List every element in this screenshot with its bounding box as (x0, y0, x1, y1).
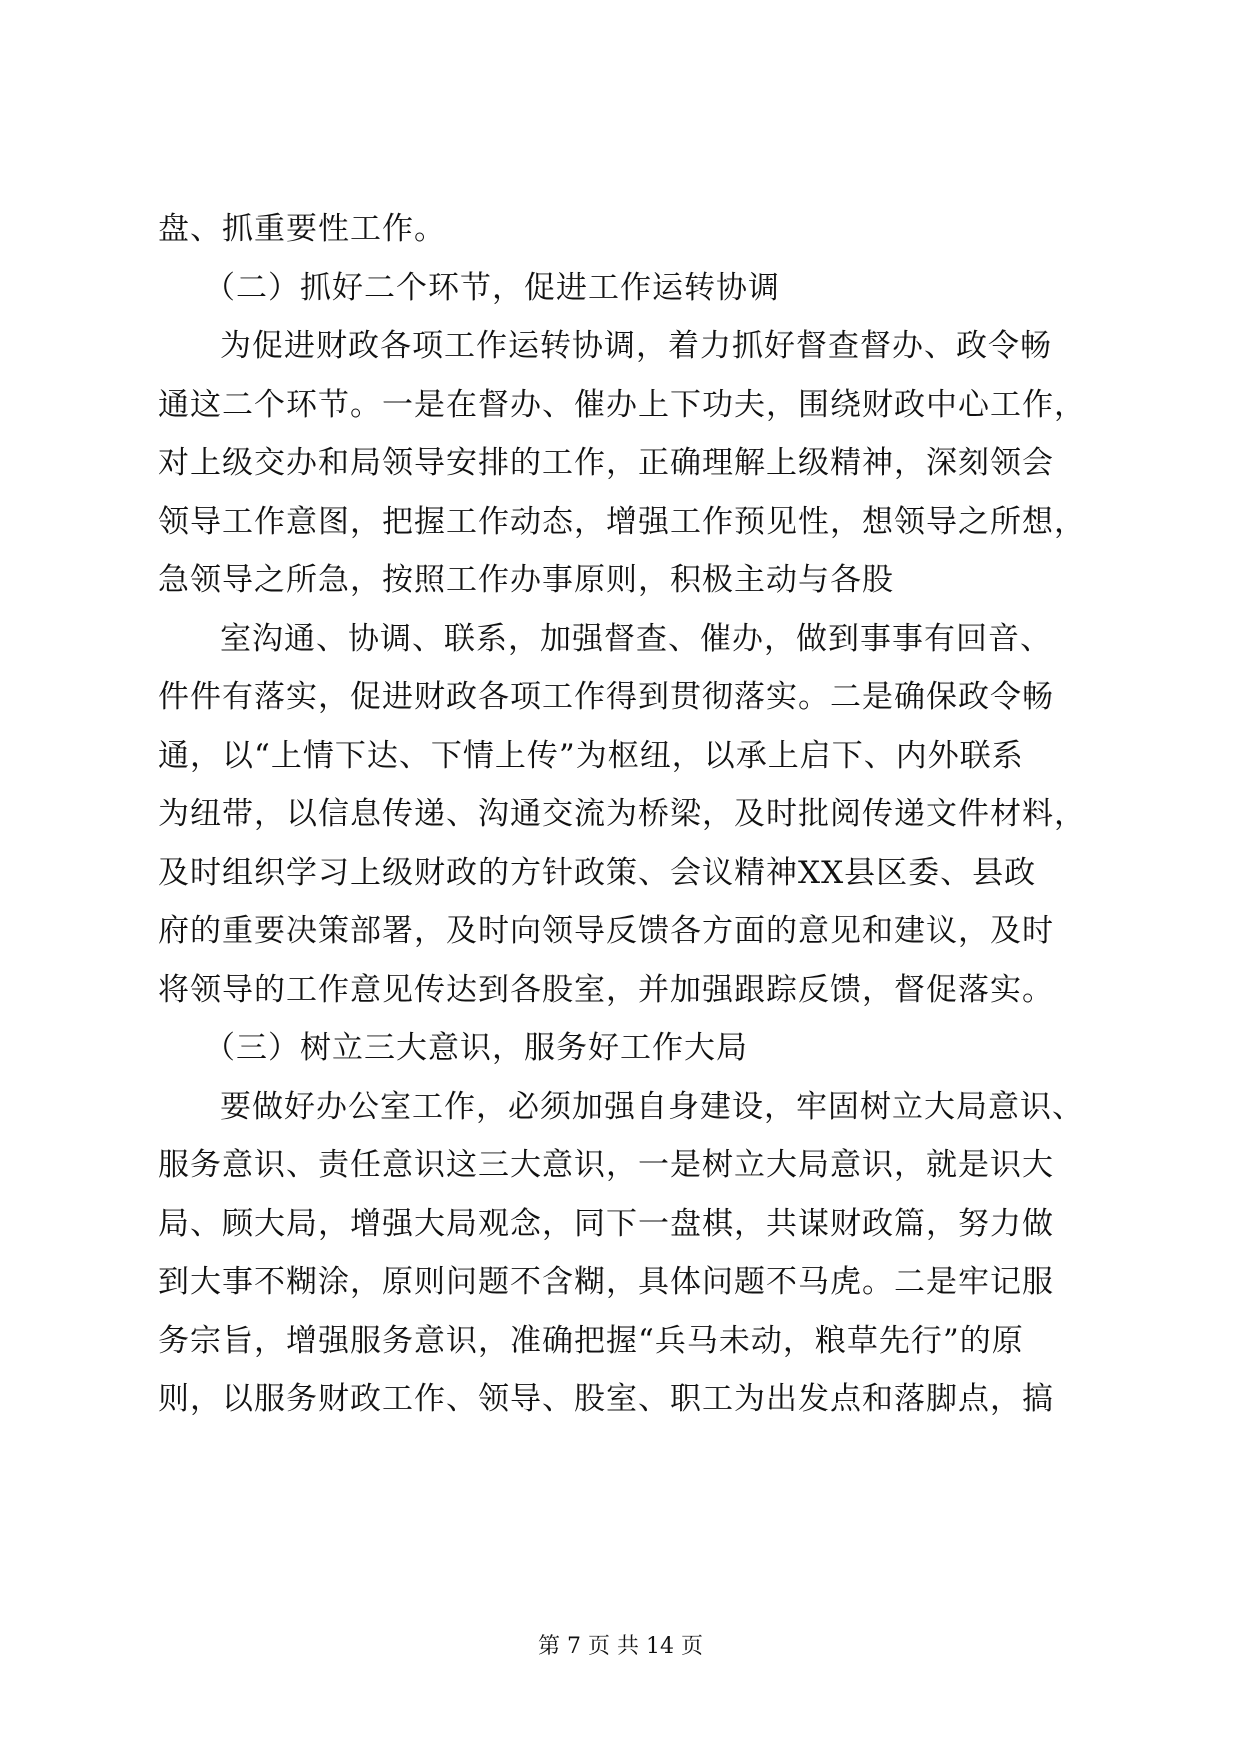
section-heading: （二）抓好二个环节，促进工作运转协调 (204, 269, 780, 306)
paragraph-line: 府的重要决策部署，及时向领导反馈各方面的意见和建议，及时 (158, 913, 1054, 949)
paragraph-line: 通，以“上情下达、下情上传”为枢纽，以承上启下、内外联系 (158, 737, 1024, 774)
section-heading: （三）树立三大意识，服务好工作大局 (204, 1030, 748, 1066)
paragraph-line: 通这二个环节。一是在督办、催办上下功夫，围绕财政中心工作， (158, 386, 1086, 423)
paragraph-line: 则，以服务财政工作、领导、股室、职工为出发点和落脚点，搞 (158, 1381, 1054, 1417)
paragraph-line: 服务意识、责任意识这三大意识，一是树立大局意识，就是识大 (158, 1147, 1054, 1183)
page-number-footer: 第 7 页 共 14 页 (538, 1634, 703, 1659)
paragraph-line: 室沟通、协调、联系，加强督查、催办，做到事事有回音、 (220, 620, 1052, 657)
paragraph-line: 务宗旨，增强服务意识，准确把握“兵马未动，粮草先行”的原 (158, 1322, 1024, 1359)
paragraph-line: 为促进财政各项工作运转协调，着力抓好督查督办、政令畅 (220, 328, 1052, 364)
paragraph-line: 对上级交办和局领导安排的工作，正确理解上级精神，深刻领会 (158, 445, 1054, 481)
paragraph-line: 要做好办公室工作，必须加强自身建设，牢固树立大局意识、 (220, 1088, 1084, 1125)
document-body (158, 200, 1088, 1429)
paragraph-line: 将领导的工作意见传达到各股室，并加强跟踪反馈，督促落实。 (158, 971, 1054, 1008)
paragraph-line: 急领导之所急，按照工作办事原则，积极主动与各股 (158, 562, 894, 598)
paragraph-line: 到大事不糊涂，原则问题不含糊，具体问题不马虎。二是牢记服 (158, 1264, 1054, 1300)
paragraph-line: 及时组织学习上级财政的方针政策、会议精神XX县区委、县政 (158, 854, 1037, 891)
paragraph-line: 为纽带，以信息传递、沟通交流为桥梁，及时批阅传递文件材料， (158, 796, 1086, 832)
paragraph-line: 件件有落实，促进财政各项工作得到贯彻落实。二是确保政令畅 (158, 679, 1054, 715)
paragraph-line: 领导工作意图，把握工作动态，增强工作预见性，想领导之所想， (158, 503, 1086, 540)
paragraph-line: 局、顾大局，增强大局观念，同下一盘棋，共谋财政篇，努力做 (158, 1205, 1054, 1242)
paragraph-line: 盘、抓重要性工作。 (158, 211, 446, 247)
